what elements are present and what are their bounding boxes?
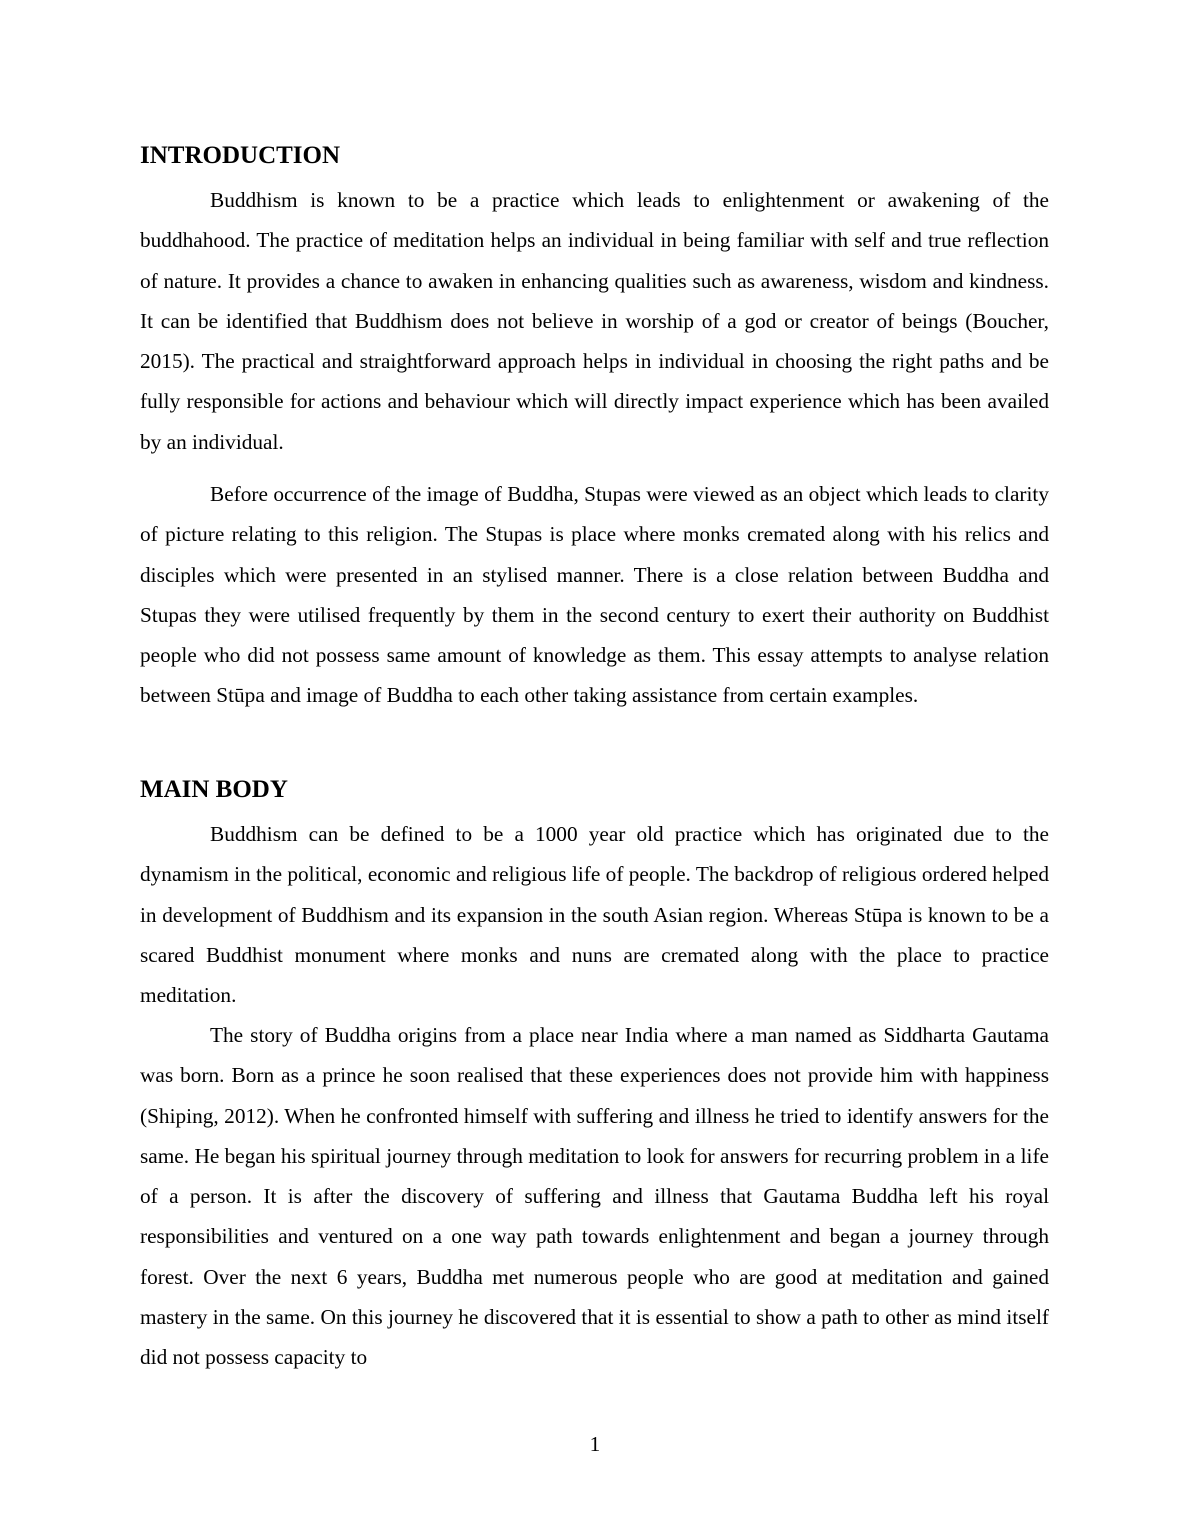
section-heading-main-body: MAIN BODY [140, 776, 288, 803]
page-number: 1 [589, 1432, 601, 1456]
paragraph: The story of Buddha origins from a place near India where a man named as Siddharta Gautama was born. Born as a prince he soon realised that these experiences does not provide him with happiness (Shiping, 2012). When he confronted himself with suffering and illness he tried to identify answers for the same. He began his spiritual journey through meditation to look for answers for recurring problem in a life of a person. It is after the discovery of suffering and illness that Gautama Buddha left his royal responsibilities and ventured on a one way path towards enlightenment and began a journey through forest. Over the next 6 years, Buddha met numerous people who are good at meditation and gained mastery in the same. On this journey he discovered that it is essential to show a path to other as mind itself did not possess capacity to [140, 1023, 1049, 1370]
paragraph: Before occurrence of the image of Buddha, Stupas were viewed as an object which leads to clarity of picture relating to this religion. The Stupas is place where monks cremated along with his relics and disciples which were presented in an stylised manner. There is a close relation between Buddha and Stupas they were utilised frequently by them in the second century to exert their authority on Buddhist people who did not possess same amount of knowledge as them. This essay attempts to analyse relation between Stūpa and image of Buddha to each other taking assistance from certain examples. [140, 482, 1049, 708]
section-heading-introduction: INTRODUCTION [140, 142, 341, 169]
paragraph: Buddhism is known to be a practice which leads to enlightenment or awakening of the buddhahood. The practice of meditation helps an individual in being familiar with self and true reflection of nature. It provides a chance to awaken in enhancing qualities such as awareness, wisdom and kindness. It can be identified that Buddhism does not believe in worship of a god or creator of beings (Boucher, 2015). The practical and straightforward approach helps in individual in choosing the right paths and be fully responsible for actions and behaviour which will directly impact experience which has been availed by an individual. [140, 188, 1049, 454]
paragraph: Buddhism can be defined to be a 1000 year old practice which has originated due to the dynamism in the political, economic and religious life of people. The backdrop of religious ordered helped in development of Buddhism and its expansion in the south Asian region. Whereas Stūpa is known to be a scared Buddhist monument where monks and nuns are cremated along with the place to practice meditation. [140, 822, 1049, 1008]
